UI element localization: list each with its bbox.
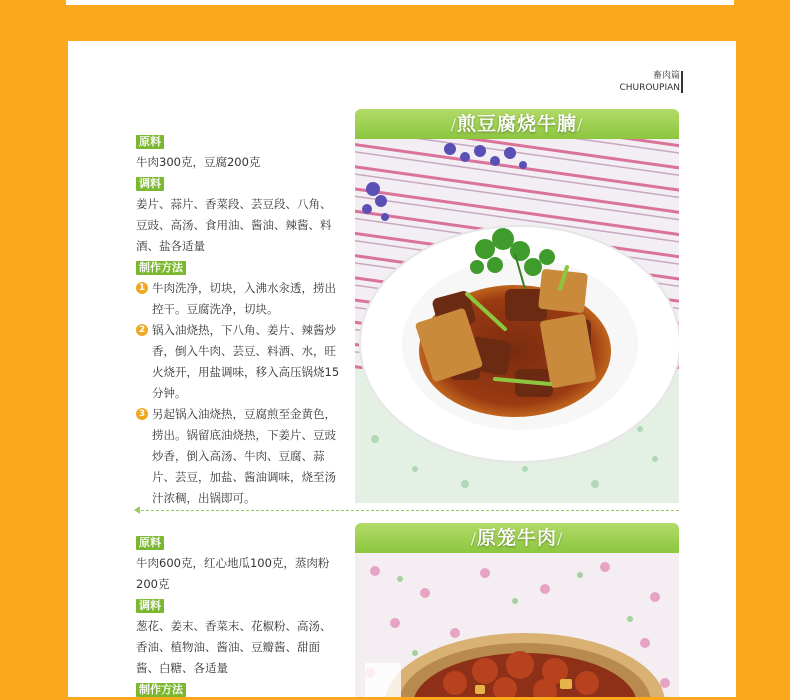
recipe2-text bbox=[136, 532, 342, 700]
step-number-icon: 2 bbox=[136, 324, 148, 336]
step-text: 牛肉洗净，切块，入沸水汆透，捞出控干。豆腐洗净，切块。 bbox=[152, 281, 336, 316]
steamed-beef-image bbox=[355, 553, 679, 697]
braised-beef-tofu-image bbox=[355, 139, 679, 503]
recipe1-title-bar: /煎豆腐烧牛腩/ bbox=[355, 109, 679, 139]
recipe2-photo bbox=[355, 553, 679, 697]
step-number-icon: 3 bbox=[136, 408, 148, 420]
step-text: 锅入油烧热，下八角、姜片、辣酱炒香，倒入牛肉、芸豆、料酒、水，旺火烧开，用盐调味，移入高压锅烧15分钟。 bbox=[152, 323, 340, 400]
recipe1-text bbox=[136, 131, 342, 509]
cookbook-page bbox=[68, 41, 736, 697]
recipe2-title-bar: /原笼牛肉/ bbox=[355, 523, 679, 553]
recipe2-title: 原笼牛肉 bbox=[476, 527, 557, 549]
ingredients-tag: 原料 bbox=[136, 536, 164, 550]
recipe1-title: 煎豆腐烧牛腩 bbox=[456, 113, 577, 135]
header-divider bbox=[681, 71, 683, 93]
step-number-icon: 1 bbox=[136, 282, 148, 294]
recipe-divider bbox=[136, 510, 679, 511]
ingredients-text: 牛肉300克，豆腐200克 bbox=[136, 155, 261, 169]
ingredients-text: 牛肉600克，红心地瓜100克，蒸肉粉200克 bbox=[136, 556, 330, 591]
step-2 bbox=[136, 320, 342, 404]
seasoning-tag: 调料 bbox=[136, 599, 164, 613]
section-pinyin: CHUROUPIAN bbox=[619, 83, 680, 93]
seasoning-text: 姜片、蒜片、香菜段、芸豆段、八角、豆豉、高汤、食用油、酱油、辣酱、料酒、盐各适量 bbox=[136, 197, 332, 253]
seasoning-tag: 调料 bbox=[136, 177, 164, 191]
step-text: 另起锅入油烧热，豆腐煎至金黄色，捞出。锅留底油烧热，下姜片、豆豉炒香，倒入高汤、牛肉、豆腐、蒜片、芸豆，加盐、酱油调味，烧至汤汁浓稠，出锅即可。 bbox=[152, 407, 336, 505]
divider-arrow-icon bbox=[134, 506, 140, 514]
step-1 bbox=[136, 278, 342, 320]
previous-page-edge bbox=[66, 0, 734, 5]
section-header bbox=[619, 70, 680, 94]
ingredients-tag: 原料 bbox=[136, 135, 164, 149]
step-3 bbox=[136, 404, 342, 509]
method-tag: 制作方法 bbox=[136, 261, 186, 275]
recipe1-photo bbox=[355, 139, 679, 503]
seasoning-text: 葱花、姜末、香菜末、花椒粉、高汤、香油、植物油、酱油、豆瓣酱、甜面酱、白糖、各适量 bbox=[136, 619, 332, 675]
section-title: 畜肉篇 bbox=[652, 71, 680, 81]
method-tag: 制作方法 bbox=[136, 683, 186, 697]
